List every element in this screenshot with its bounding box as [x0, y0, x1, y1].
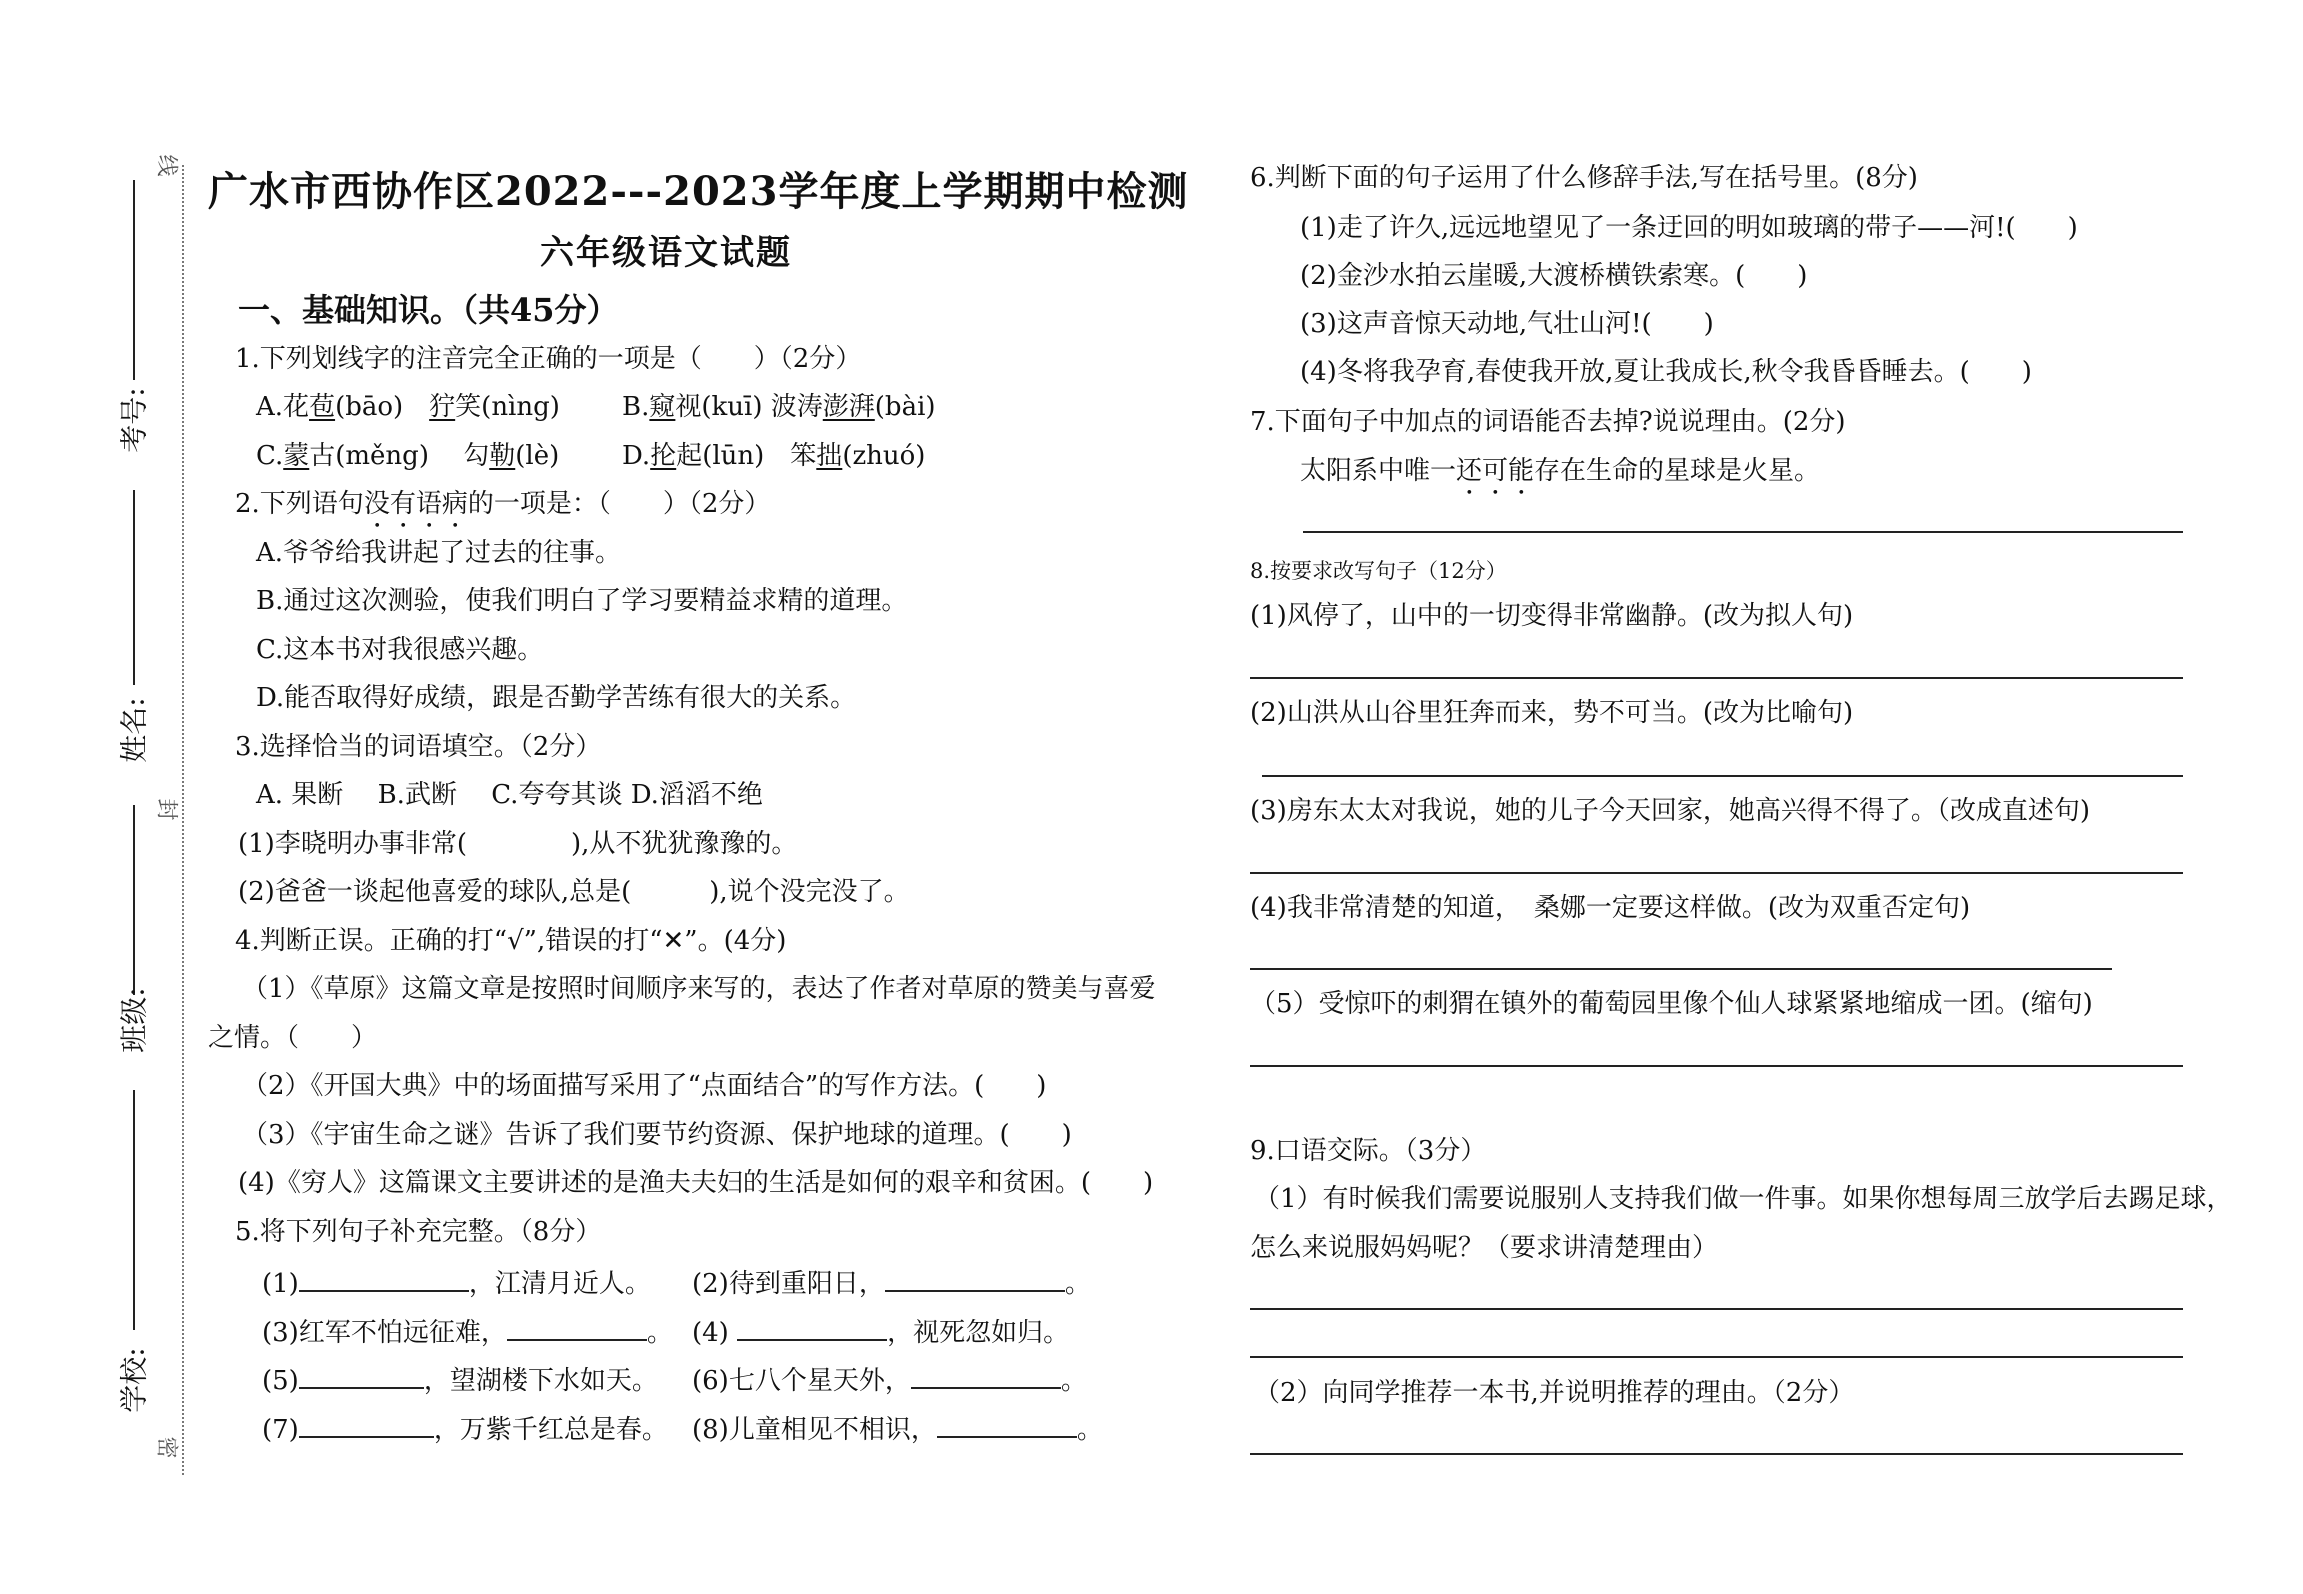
q5-stem: 5.将下列句子补充完整。（8分） — [235, 1217, 602, 1247]
q2-option-c: C.这本书对我很感兴趣。 — [256, 635, 544, 665]
q5-item-5: (5) ，望湖楼下水如天。 — [262, 1361, 658, 1397]
q1-option-d: D.抡起(lūn) 笨拙(zhuó) — [622, 441, 926, 471]
q3-sentence-1: (1)李晓明办事非常( ),从不犹犹豫豫的。 — [238, 829, 798, 859]
school-field-line[interactable] — [133, 1090, 135, 1330]
school-label: 学校: — [117, 1347, 151, 1413]
q1-option-b: B.窥视(kuī) 波涛澎湃(bài) — [622, 392, 936, 422]
exam-title: 广水市西协作区2022---2023学年度上学期期中检测 — [208, 168, 1189, 215]
q9-answer-line-1[interactable] — [1250, 1308, 2183, 1310]
q9-item-1: （1）有时候我们需要说服别人支持我们做一件事。如果你想每周三放学后去踢足球， — [1254, 1184, 2233, 1214]
q6-sentence-4: (4)冬将我孕育,春使我开放,夏让我成长,秋令我昏昏睡去。( ) — [1300, 357, 2032, 387]
exam-number-field-line[interactable] — [133, 180, 135, 380]
q2-stem: 2.下列语句没有语病的一项是：（ ）（2分） — [235, 489, 771, 519]
q2-option-a: A.爷爷给我讲起了过去的往事。 — [256, 538, 622, 568]
q7-stem: 7.下面句子中加点的词语能否去掉?说说理由。(2分) — [1250, 407, 1846, 437]
section-heading: 一、基础知识。（共45分） — [238, 291, 619, 329]
q8-item-2: (2)山洪从山谷里狂奔而来，势不可当。(改为比喻句) — [1250, 698, 1854, 728]
q5-blank-2[interactable] — [885, 1264, 1065, 1292]
exam-subtitle: 六年级语文试题 — [540, 233, 792, 273]
q2-option-b: B.通过这次测验，使我们明白了学习要精益求精的道理。 — [256, 586, 908, 616]
q5-item-2: (2)待到重阳日， 。 — [692, 1264, 1091, 1300]
q4-statement-2: （2）《开国大典》中的场面描写采用了“点面结合”的写作方法。( ) — [242, 1071, 1047, 1101]
class-field-line[interactable] — [133, 805, 135, 995]
q6-sentence-3: (3)这声音惊天动地,气壮山河!( ) — [1300, 309, 1714, 339]
class-label: 班级: — [117, 987, 151, 1053]
q3-sentence-2: (2)爸爸一谈起他喜爱的球队,总是( ),说个没完没了。 — [238, 877, 910, 907]
q8-stem: 8.按要求改写句子（12分） — [1250, 559, 1507, 583]
q8-answer-line-5[interactable] — [1250, 1065, 2183, 1067]
q5-item-1: (1) ，江清月近人。 — [262, 1264, 651, 1300]
q9-stem: 9.口语交际。（3分） — [1250, 1136, 1487, 1166]
q1-option-a: A.花苞(bāo) 狞笑(nìng) — [256, 392, 560, 422]
q4-statement-1: （1）《草原》这篇文章是按照时间顺序来写的，表达了作者对草原的赞美与喜爱 — [242, 974, 1156, 1004]
q4-statement-1-cont: 之情。（ ） — [208, 1023, 378, 1053]
q1-stem: 1.下列划线字的注音完全正确的一项是（ ）（2分） — [235, 344, 862, 374]
q5-blank-8[interactable] — [937, 1410, 1077, 1438]
q8-item-3: (3)房东太太对我说，她的儿子今天回家，她高兴得不得了。（改成直述句) — [1250, 796, 2090, 826]
q8-answer-line-4[interactable] — [1250, 968, 2112, 970]
q6-sentence-2: (2)金沙水拍云崖暖,大渡桥横铁索寒。( ) — [1300, 261, 1808, 291]
q7-answer-line[interactable] — [1303, 531, 2183, 533]
q4-stem: 4.判断正误。正确的打“√”,错误的打“✕”。(4分) — [235, 926, 787, 956]
q5-blank-5[interactable] — [299, 1361, 424, 1389]
q7-sentence: 太阳系中唯一还可能存在生命的星球是火星。 — [1300, 456, 1821, 486]
q3-options: A. 果断 B.武断 C.夸夸其谈 D.滔滔不绝 — [256, 780, 763, 810]
seal-char-seal: 封 — [153, 798, 179, 821]
q5-item-4: (4) ，视死忽如归。 — [692, 1313, 1069, 1349]
q9-item-2: （2）向同学推荐一本书,并说明推荐的理由。（2分） — [1254, 1378, 1855, 1408]
q9-answer-line-3[interactable] — [1250, 1453, 2183, 1455]
q9-item-1-cont: 怎么来说服妈妈呢？（要求讲清楚理由） — [1250, 1233, 1719, 1263]
q4-statement-4: (4)《穷人》这篇课文主要讲述的是渔夫夫妇的生活是如何的艰辛和贫困。( ) — [238, 1168, 1154, 1198]
q5-blank-6[interactable] — [911, 1361, 1061, 1389]
q5-item-7: (7) ，万紫千红总是春。 — [262, 1410, 668, 1446]
name-label: 姓名: — [117, 697, 151, 763]
q5-item-3: (3)红军不怕远征难， 。 — [262, 1313, 673, 1349]
q5-blank-4[interactable] — [737, 1313, 887, 1341]
name-field-line[interactable] — [133, 490, 135, 685]
q4-statement-3: （3）《宇宙生命之谜》告诉了我们要节约资源、保护地球的道理。( ) — [242, 1120, 1072, 1150]
seal-char-line: 线 — [153, 154, 179, 177]
q6-sentence-1: (1)走了许久,远远地望见了一条迂回的明如玻璃的带子——河!( ) — [1300, 213, 2078, 243]
q5-blank-7[interactable] — [299, 1410, 434, 1438]
exam-number-label: 考号: — [117, 387, 151, 453]
q8-answer-line-3[interactable] — [1250, 872, 2183, 874]
q2-option-d: D.能否取得好成绩，跟是否勤学苦练有很大的关系。 — [256, 683, 857, 713]
q8-item-5: （5）受惊吓的刺猬在镇外的葡萄园里像个仙人球紧紧地缩成一团。(缩句) — [1250, 989, 2093, 1019]
q8-item-1: (1)风停了，山中的一切变得非常幽静。(改为拟人句) — [1250, 601, 1854, 631]
q5-item-8: (8)儿童相见不相识， 。 — [692, 1410, 1103, 1446]
q8-answer-line-1[interactable] — [1250, 677, 2183, 679]
q8-item-4: (4)我非常清楚的知道， 桑娜一定要这样做。(改为双重否定句) — [1250, 893, 1971, 923]
q5-blank-1[interactable] — [299, 1264, 469, 1292]
q6-stem: 6.判断下面的句子运用了什么修辞手法,写在括号里。(8分) — [1250, 163, 1918, 193]
q5-item-6: (6)七八个星天外， 。 — [692, 1361, 1087, 1397]
seal-char-secret: 密 — [153, 1436, 179, 1459]
q1-option-c: C.蒙古(měng) 勾勒(lè) — [256, 441, 560, 471]
q3-stem: 3.选择恰当的词语填空。（2分） — [235, 732, 602, 762]
q9-answer-line-2[interactable] — [1250, 1356, 2183, 1358]
q8-answer-line-2[interactable] — [1262, 775, 2183, 777]
q5-blank-3[interactable] — [507, 1313, 647, 1341]
